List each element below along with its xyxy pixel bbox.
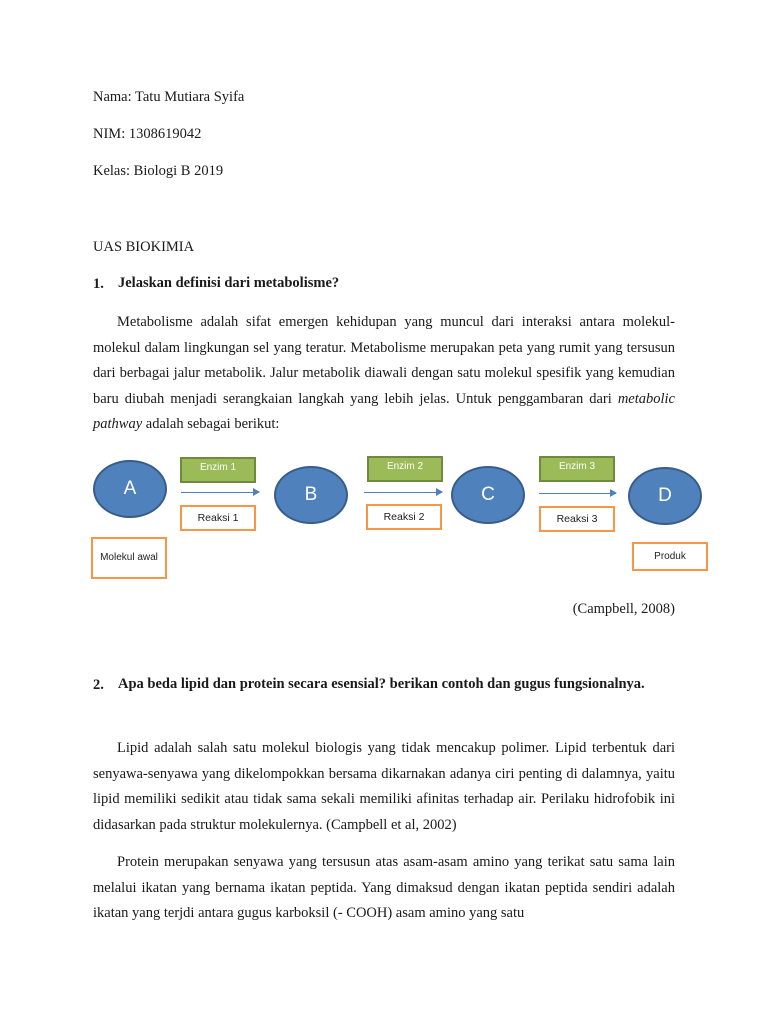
answer-2-paragraph-protein xyxy=(93,850,675,927)
student-name: Nama: Tatu Mutiara Syifa xyxy=(93,89,245,105)
metabolic-pathway-diagram xyxy=(88,453,718,583)
citation-campbell-2008: (Campbell, 2008) xyxy=(572,601,675,617)
question-1-number: 1. xyxy=(93,276,104,292)
answer-2-paragraph-lipid xyxy=(93,736,675,838)
enzyme-2-box: Enzim 2 xyxy=(367,456,443,482)
arrow-c-d xyxy=(539,493,616,494)
node-d: D xyxy=(628,467,702,525)
exam-title: UAS BIOKIMIA xyxy=(93,239,195,255)
reaction-1-box: Reaksi 1 xyxy=(180,505,256,531)
node-c: C xyxy=(451,466,525,524)
question-1-text: Jelaskan definisi dari metabolisme? xyxy=(118,275,340,291)
node-b: B xyxy=(274,466,348,524)
answer-1-tail: adalah sebagai berikut: xyxy=(142,416,280,433)
product-label: Produk xyxy=(632,542,708,571)
student-class: Kelas: Biologi B 2019 xyxy=(93,163,224,179)
start-molecule-label: Molekul awal xyxy=(91,537,167,579)
reaction-2-box: Reaksi 2 xyxy=(366,504,442,530)
enzyme-3-box: Enzim 3 xyxy=(539,456,615,482)
question-2-text: Apa beda lipid dan protein secara esensial? berikan contoh dan gugus fungsionalnya. xyxy=(118,676,645,692)
student-nim: NIM: 1308619042 xyxy=(93,126,202,142)
reaction-3-box: Reaksi 3 xyxy=(539,506,615,532)
enzyme-1-box: Enzim 1 xyxy=(180,457,256,483)
node-a: A xyxy=(93,460,167,518)
answer-1-italic: metabolic pathway xyxy=(93,390,675,433)
answer-1-paragraph xyxy=(93,310,675,438)
arrow-a-b xyxy=(181,492,259,493)
arrow-b-c xyxy=(364,492,442,493)
protein-text: Protein merupakan senyawa yang tersusun atas asam-asam amino yang terikat satu sama lain melalui ikatan yang bernama ikatan peptida. Yang dimaksud dengan ikatan peptida sendiri adalah ikatan yang terjdi antara gugus karboksil (- COOH) asam amino yang satu xyxy=(93,854,675,922)
lipid-text: Lipid adalah salah satu molekul biologis yang tidak mencakup polimer. Lipid terbentuk dari senyawa-senyawa yang dikelompokkan bersama dikarnakan adanya ciri penting di dalamnya, yaitu lipid memiliki sedikit atau tidak sama sekali memiliki afinitas terhadap air. Perilaku hidrofobik ini didasarkan pada struktur molekulernya. (Campbell et al, 2002) xyxy=(93,740,675,833)
question-2-number: 2. xyxy=(93,677,104,693)
answer-1-text: Metabolisme adalah sifat emergen kehidupan yang muncul dari interaksi antara molekul-molekul dalam lingkungan sel yang teratur. Metabolisme merupakan peta yang rumit yang tersusun dari berbagai jalur metabolik. Jalur metabolik diawali dengan satu molekul spesifik yang kemudian baru diubah menjadi serangkaian langkah yang lebih jelas. Untuk penggambaran dari xyxy=(93,314,675,407)
